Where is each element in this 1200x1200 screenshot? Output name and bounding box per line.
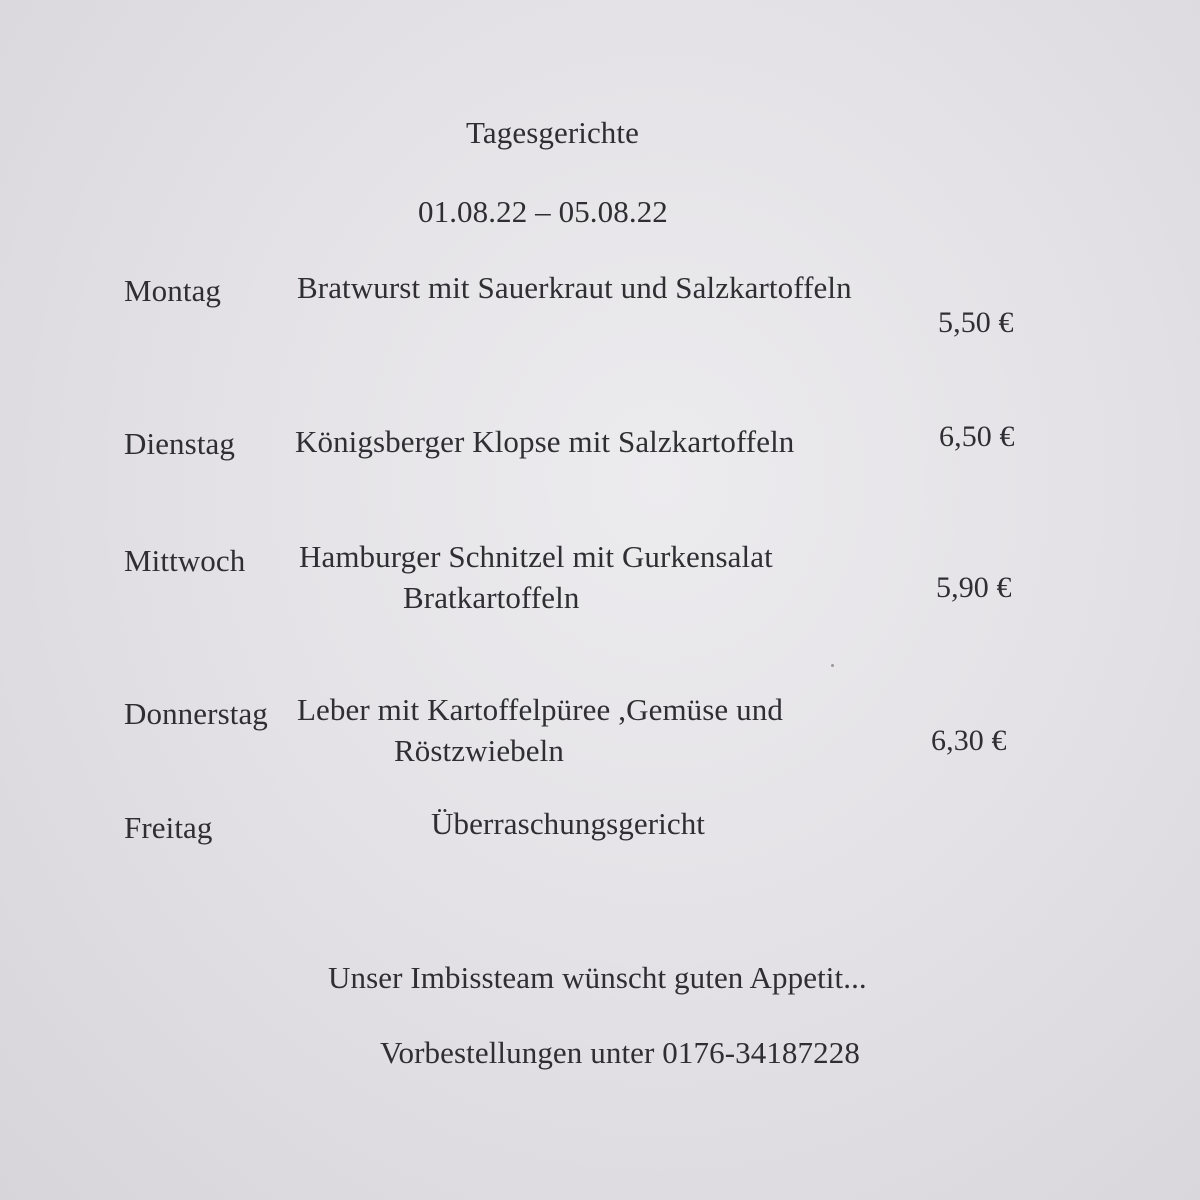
dish-price: 5,50 € bbox=[938, 306, 1014, 339]
day-label: Donnerstag bbox=[124, 696, 268, 731]
dish-price: 6,50 € bbox=[939, 420, 1015, 453]
dish-description: Königsberger Klopse mit Salzkartoffeln bbox=[295, 424, 795, 459]
dish-description: Leber mit Kartoffelpüree ,Gemüse und bbox=[297, 692, 783, 727]
paper-speck bbox=[831, 664, 834, 667]
preorder-phone: Vorbestellungen unter 0176-34187228 bbox=[380, 1035, 860, 1070]
day-label: Freitag bbox=[124, 810, 213, 845]
dish-description: Überraschungsgericht bbox=[431, 806, 706, 841]
day-label: Montag bbox=[124, 273, 222, 308]
date-range: 01.08.22 – 05.08.22 bbox=[418, 194, 668, 229]
dish-price: 6,30 € bbox=[931, 724, 1007, 757]
day-label: Dienstag bbox=[124, 426, 235, 461]
day-label: Mittwoch bbox=[124, 543, 246, 578]
dish-description-line2: Bratkartoffeln bbox=[403, 580, 580, 615]
dish-description-line2: Röstzwiebeln bbox=[394, 733, 564, 768]
dish-price: 5,90 € bbox=[936, 571, 1012, 604]
closing-message: Unser Imbissteam wünscht guten Appetit... bbox=[328, 960, 867, 995]
dish-description: Hamburger Schnitzel mit Gurkensalat bbox=[299, 539, 773, 574]
menu-title: Tagesgerichte bbox=[466, 115, 639, 150]
dish-description: Bratwurst mit Sauerkraut und Salzkartoffeln bbox=[297, 270, 852, 305]
